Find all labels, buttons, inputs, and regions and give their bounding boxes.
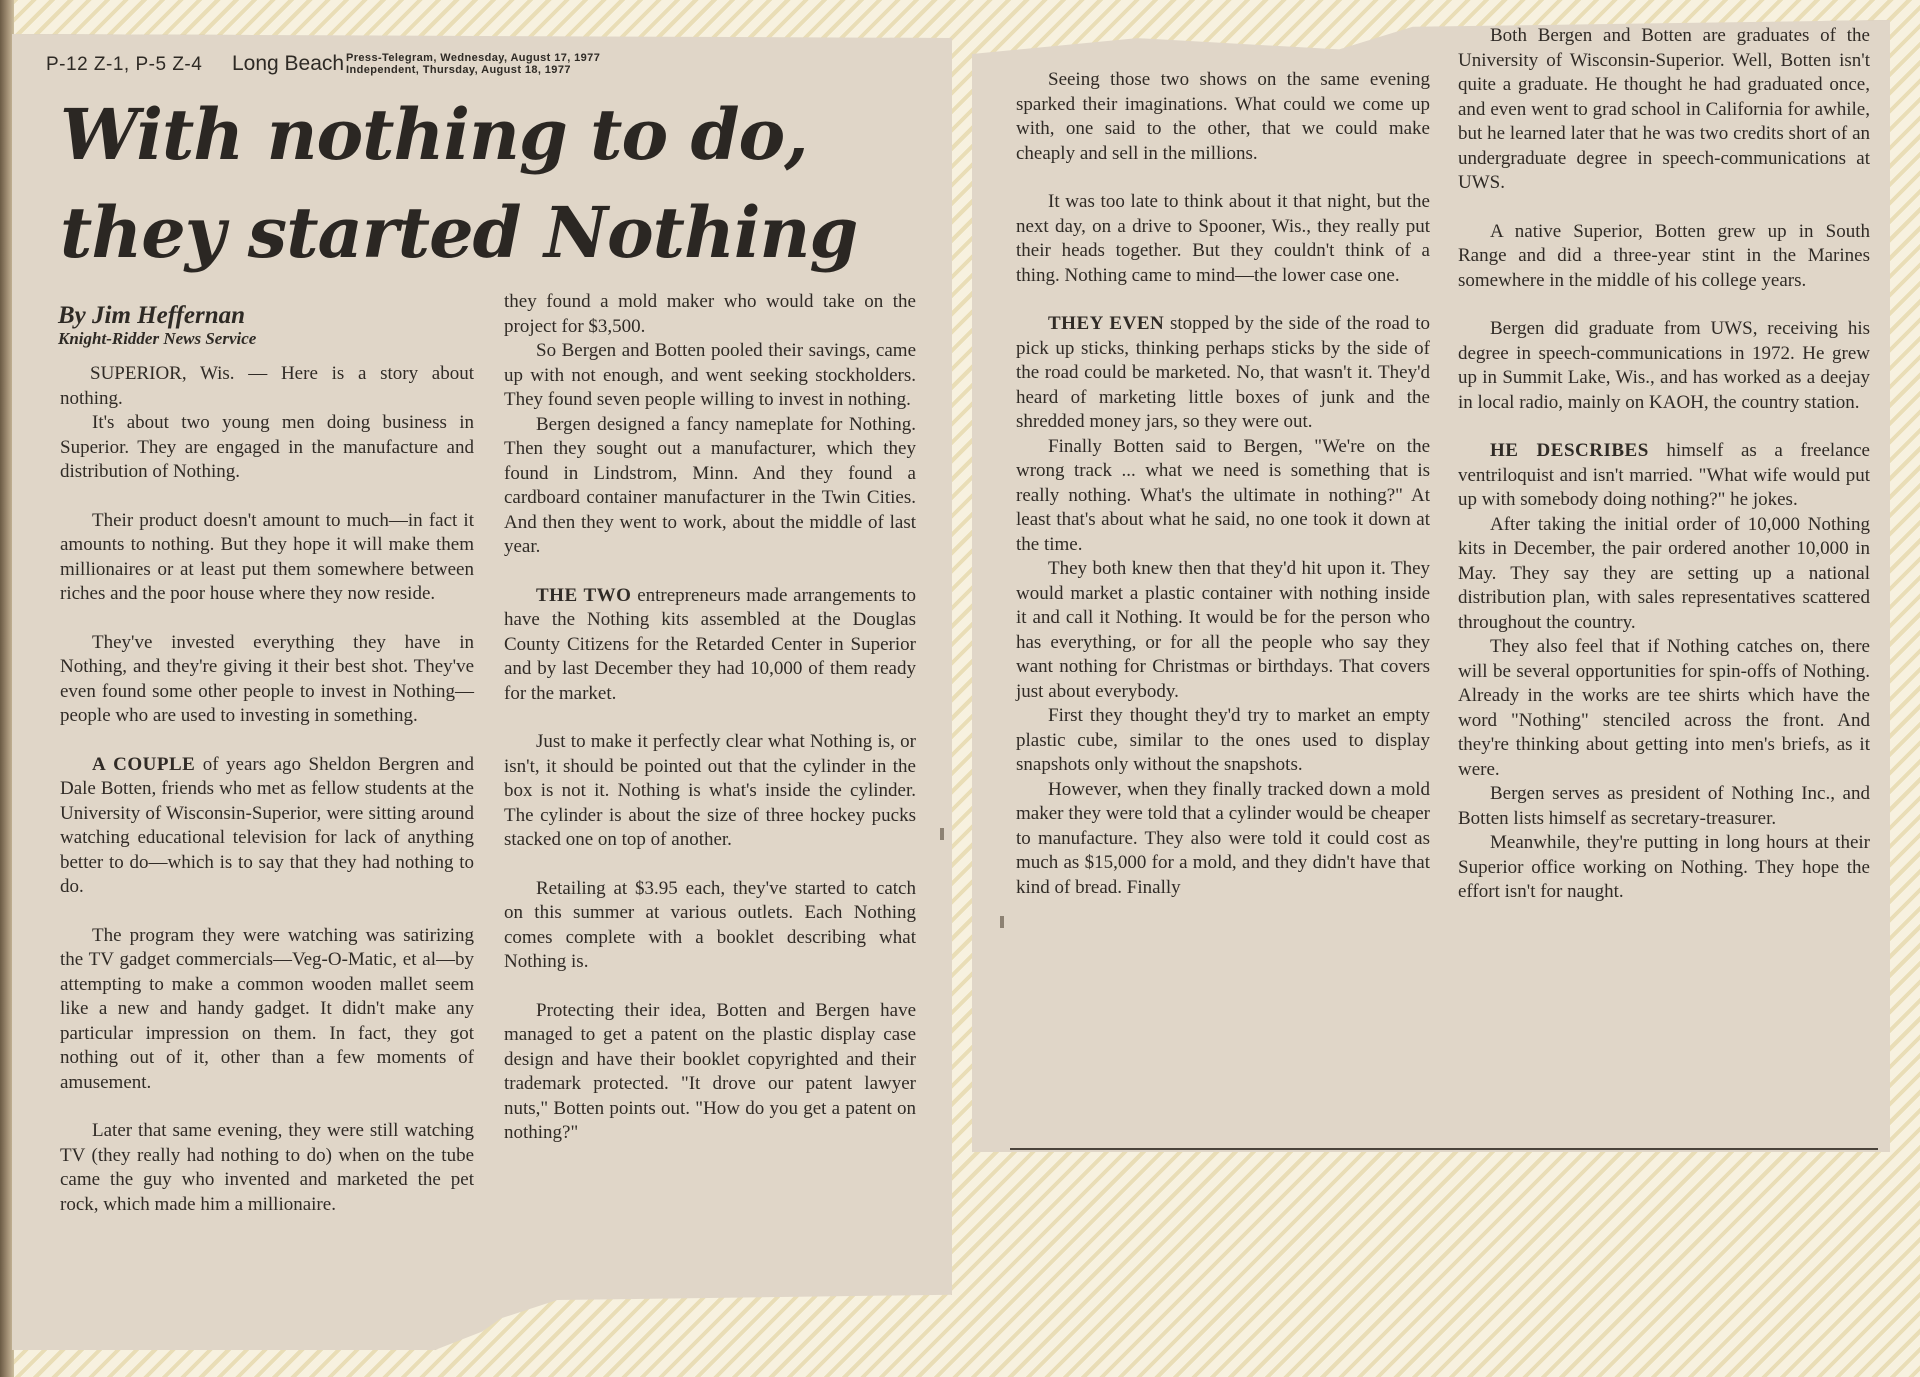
paragraph: The program they were watching was satirizing the TV gadget commercials—Veg-O-Matic, et al—by attempting to make a common wooden mallet seem like a new and handy gadget. It didn't make any particular impression on them. In fact, they got nothing out of it, other than a few moments of amusement. [60, 924, 474, 1093]
paragraph-lead: HE DESCRIBES [1490, 440, 1649, 461]
paragraph [504, 584, 916, 707]
paragraph: First they thought they'd try to market an empty plastic cube, similar to the ones used to display snapshots only without the snapshots. [1016, 705, 1430, 775]
city-label: Long Beach [232, 52, 345, 75]
paragraph-lead: THEY EVEN [1048, 313, 1165, 334]
page-number: P-12 Z-1, P-5 Z-4 [46, 54, 203, 75]
paragraph: They've invested everything they have in Nothing, and they're giving it their best shot. They've even found some other people to invest in Nothing—people who are used to investing in something. [60, 631, 474, 726]
headline-line-1: With nothing to do, [60, 93, 808, 176]
headline-line-2: they started Nothing [60, 191, 858, 274]
paragraph: It was too late to think about it that night, but the next day, on a drive to Spooner, Wis., they really put their heads together. But they couldn't think of a thing. Nothing came to mind—the lower case one. [1016, 191, 1430, 286]
paragraph-body: of years ago Sheldon Bergren and Dale Botten, friends who met as fellow students at the University of Wisconsin-Superior, were sitting around watching educational television for lack of anything better to do—which is to say that they had nothing to do. [60, 753, 474, 897]
byline [58, 302, 458, 349]
paper-name-1: Press-Telegram, Wednesday, August 17, 1977 [346, 52, 601, 64]
byline-author: By Jim Heffernan [58, 302, 246, 329]
paragraph-body: entrepreneurs made arrangements to have the Nothing kits assembled at the Douglas County Citizens for the Retarded Center in Superior and by last December they had 10,000 of them ready for the market. [504, 584, 917, 704]
paragraph: Just to make it perfectly clear what Nothing is, or isn't, it should be pointed out that the cylinder in the box is not it. Nothing is what's inside the cylinder. The cylinder is about the size of three hockey pucks stacked one on top of another. [504, 731, 916, 850]
paragraph-body: stopped by the side of the road to pick up sticks, thinking perhaps sticks by the side of the road could be marketed. No, that wasn't it. They'd heard of marketing little boxes of junk and the shredded money jars, so they were out. [1016, 313, 1430, 432]
paragraph: Bergen designed a fancy nameplate for Nothing. Then they sought out a manufacturer, which they found in Lindstrom, Minn. And they found a cardboard container manufacturer in the Twin Cities. And then they went to work, about the middle of last year. [504, 413, 916, 557]
paragraph: After taking the initial order of 10,000 Nothing kits in December, the pair ordered another 10,000 in May. They say they are setting up a national distribution plan, with sales representatives scattered throughout the country. [1458, 513, 1870, 633]
paragraph [1458, 439, 1870, 513]
paragraph: They both knew then that they'd hit upon it. They would market a plastic container with nothing inside it and call it Nothing. It would be for the person who has everything, or for all the people who say they want nothing for Christmas or birthdays. That covers just about everybody. [1016, 558, 1430, 702]
ink-mark [940, 828, 944, 840]
paragraph: Bergen did graduate from UWS, receiving his degree in speech-communications in 1972. He grew up in Summit Lake, Wis., and has worked as a deejay in local radio, mainly on KAOH, the country station. [1458, 318, 1870, 413]
paragraph: However, when they finally tracked down a mold maker they were told that a cylinder would be cheaper to manufacture. They also were told it could cost as much as $15,000 for a mold, and they didn't have that kind of bread. Finally [1016, 778, 1430, 898]
paragraph: Bergen serves as president of Nothing Inc., and Botten lists himself as secretary-treasurer. [1458, 783, 1870, 829]
paragraph [60, 753, 474, 900]
paragraph: they found a mold maker who would take on the project for $3,500. [504, 291, 916, 337]
end-rule [1010, 1148, 1878, 1150]
paragraph: Seeing those two shows on the same evening sparked their imaginations. What could we come up with, one said to the other, that we could make cheaply and sell in the millions. [1016, 69, 1430, 164]
headline [60, 86, 900, 282]
paragraph: Finally Botten said to Bergen, "We're on the wrong track ... what we need is something that is really nothing. What's the ultimate in nothing?" At least that's about what he said, no one took it down at the time. [1016, 435, 1430, 555]
paragraph [1016, 312, 1430, 435]
ink-mark [1000, 916, 1004, 928]
article-column-4 [1458, 24, 1870, 905]
paragraph: Meanwhile, they're putting in long hours at their Superior office working on Nothing. They hope the effort isn't for naught. [1458, 832, 1870, 902]
dateline [36, 50, 756, 90]
byline-service: Knight-Ridder News Service [58, 329, 257, 348]
scrapbook-binding [0, 0, 14, 1377]
paragraph-lead: THE TWO [536, 584, 632, 606]
article-column-2 [504, 290, 916, 1146]
paragraph: Later that same evening, they were still watching TV (they really had nothing to do) when on the tube came the guy who invented and marketed the pet rock, which made him a millionaire. [60, 1120, 474, 1215]
article-column-1 [60, 362, 474, 1217]
paragraph: Protecting their idea, Botten and Bergen have managed to get a patent on the plastic display case design and have their booklet copyrighted and their trademark protected. "It drove our patent lawyer nuts," Botten points out. "How do you get a patent on nothing?" [504, 999, 916, 1143]
paragraph: They also feel that if Nothing catches on, there will be several opportunities for spin-offs of Nothing. Already in the works are tee shirts which have the word "Nothing" stenciled across the front. And they're thinking about getting into men's briefs, as it were. [1458, 636, 1870, 780]
paragraph-body: himself as a freelance ventriloquist and isn't married. "What wife would put up with somebody doing nothing?" he jokes. [1458, 440, 1870, 510]
paper-name-2: Independent, Thursday, August 18, 1977 [346, 64, 571, 76]
paragraph: Retailing at $3.95 each, they've started to catch on this summer at various outlets. Each Nothing comes complete with a booklet describing what Nothing is. [504, 877, 916, 972]
paragraph: SUPERIOR, Wis. — Here is a story about nothing. [60, 363, 474, 409]
paper-names [346, 52, 600, 76]
article-column-3 [1016, 68, 1430, 900]
paragraph-lead: A COUPLE [92, 753, 196, 775]
paragraph: Both Bergen and Botten are graduates of the University of Wisconsin-Superior. Well, Botten isn't quite a graduate. He thought he had graduated once, and even went to grad school in California for awhile, but he learned later that he was two credits short of an undergraduate degree in speech-communications at UWS. [1458, 25, 1870, 193]
paragraph: Their product doesn't amount to much—in fact it amounts to nothing. But they hope it will make them millionaires or at least put them somewhere between riches and the poor house where they now reside. [60, 509, 474, 604]
paragraph: So Bergen and Botten pooled their savings, came up with not enough, and went seeking stockholders. They found seven people willing to invest in nothing. [504, 340, 916, 410]
paragraph: A native Superior, Botten grew up in South Range and did a three-year stint in the Marines somewhere in the middle of his college years. [1458, 220, 1870, 291]
paragraph: It's about two young men doing business in Superior. They are engaged in the manufacture and distribution of Nothing. [60, 412, 474, 482]
